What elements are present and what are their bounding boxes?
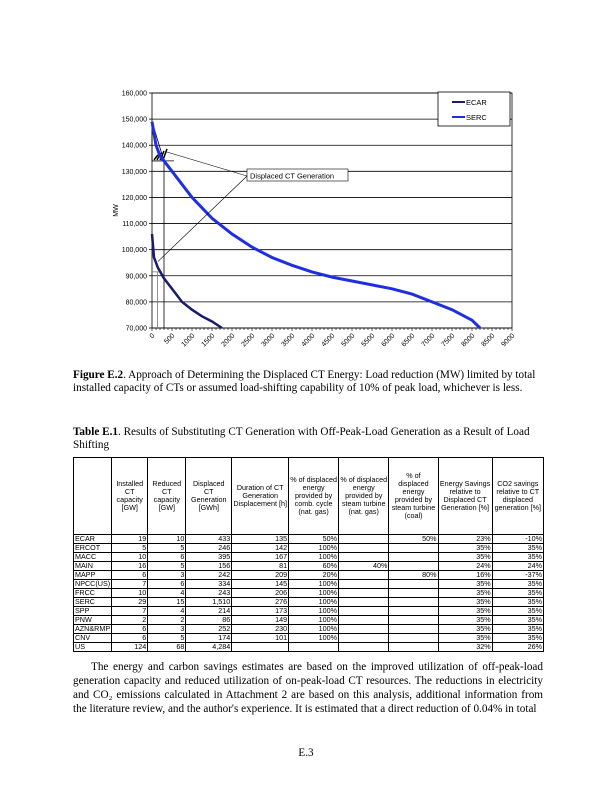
- value-cell: 5: [148, 544, 186, 553]
- value-cell: [339, 643, 389, 652]
- annotation-arrow: [158, 176, 247, 261]
- value-cell: 6: [112, 634, 148, 643]
- value-cell: [339, 589, 389, 598]
- value-cell: 35%: [492, 625, 543, 634]
- x-tick-label: 7000: [420, 332, 437, 349]
- value-cell: [339, 544, 389, 553]
- region-cell: US: [74, 643, 112, 652]
- value-cell: -10%: [492, 535, 543, 544]
- value-cell: 19: [112, 535, 148, 544]
- value-cell: 10: [112, 553, 148, 562]
- value-cell: 35%: [438, 625, 492, 634]
- x-tick-label: 3000: [260, 332, 277, 349]
- value-cell: [339, 580, 389, 589]
- value-cell: 7: [112, 580, 148, 589]
- annotation-arrow: [166, 152, 247, 176]
- value-cell: [389, 634, 438, 643]
- value-cell: 252: [186, 625, 232, 634]
- table-label: Table E.1: [73, 426, 118, 438]
- value-cell: 35%: [438, 544, 492, 553]
- value-cell: [339, 571, 389, 580]
- table-header-row: [74, 458, 544, 535]
- value-cell: 100%: [289, 553, 339, 562]
- table-caption-text: . Results of Substituting CT Generation with Off-Peak-Load Generation as a Result of Load Shifting: [73, 426, 530, 451]
- value-cell: [339, 607, 389, 616]
- value-cell: -37%: [492, 571, 543, 580]
- value-cell: 4: [148, 589, 186, 598]
- value-cell: 124: [112, 643, 148, 652]
- value-cell: 100%: [289, 634, 339, 643]
- value-cell: 6: [112, 625, 148, 634]
- x-tick-label: 3500: [280, 332, 297, 349]
- y-tick-label: 150,000: [121, 116, 147, 124]
- x-tick-label: 6000: [380, 332, 397, 349]
- value-cell: 16%: [438, 571, 492, 580]
- column-header: % of displaced energy provided by steam turbine (nat. gas): [339, 458, 389, 535]
- x-tick-label: 7500: [440, 332, 457, 349]
- region-cell: SPP: [74, 607, 112, 616]
- value-cell: [389, 553, 438, 562]
- value-cell: [232, 643, 289, 652]
- x-tick-label: 1500: [200, 332, 217, 349]
- value-cell: 100%: [289, 625, 339, 634]
- value-cell: 149: [232, 616, 289, 625]
- value-cell: 35%: [492, 598, 543, 607]
- value-cell: 35%: [438, 580, 492, 589]
- value-cell: 10: [148, 535, 186, 544]
- value-cell: [389, 643, 438, 652]
- series-line-ecar: [152, 234, 222, 328]
- value-cell: [389, 598, 438, 607]
- value-cell: 35%: [438, 634, 492, 643]
- load-duration-chart: [0, 80, 612, 360]
- y-tick-label: 100,000: [121, 247, 147, 255]
- value-cell: 26%: [492, 643, 543, 652]
- region-cell: PNW: [74, 616, 112, 625]
- page-number: E.3: [298, 747, 314, 759]
- region-cell: MACC: [74, 553, 112, 562]
- y-tick-label: 120,000: [121, 194, 147, 202]
- x-tick-label: 9000: [500, 332, 517, 349]
- value-cell: 35%: [492, 553, 543, 562]
- value-cell: 206: [232, 589, 289, 598]
- annotation-label: Displaced CT Generation: [250, 171, 335, 181]
- value-cell: 24%: [438, 562, 492, 571]
- value-cell: 35%: [492, 634, 543, 643]
- value-cell: 15: [148, 598, 186, 607]
- value-cell: 50%: [389, 535, 438, 544]
- x-tick-label: 6500: [400, 332, 417, 349]
- value-cell: 5: [148, 562, 186, 571]
- value-cell: 100%: [289, 544, 339, 553]
- value-cell: 35%: [438, 598, 492, 607]
- value-cell: 35%: [438, 589, 492, 598]
- value-cell: 100%: [289, 589, 339, 598]
- value-cell: 100%: [289, 616, 339, 625]
- x-tick-label: 2000: [220, 332, 237, 349]
- value-cell: 68: [148, 643, 186, 652]
- series-line-serc: [152, 122, 480, 328]
- value-cell: 35%: [438, 616, 492, 625]
- value-cell: 10: [112, 589, 148, 598]
- value-cell: [339, 535, 389, 544]
- region-cell: MAPP: [74, 571, 112, 580]
- value-cell: 1,510: [186, 598, 232, 607]
- region-cell: ERCOT: [74, 544, 112, 553]
- value-cell: 3: [148, 625, 186, 634]
- y-tick-label: 90,000: [125, 273, 147, 281]
- figure-caption: [73, 369, 543, 395]
- value-cell: 5: [112, 544, 148, 553]
- value-cell: 100%: [289, 580, 339, 589]
- region-cell: AZN&RMP: [75, 624, 111, 633]
- value-cell: 174: [186, 634, 232, 643]
- value-cell: 35%: [492, 616, 543, 625]
- value-cell: 243: [186, 589, 232, 598]
- value-cell: 20%: [289, 571, 339, 580]
- legend-label: ECAR: [466, 98, 487, 107]
- x-tick-label: 2500: [240, 332, 257, 349]
- value-cell: 35%: [492, 607, 543, 616]
- value-cell: [339, 634, 389, 643]
- value-cell: [389, 544, 438, 553]
- value-cell: 4: [148, 607, 186, 616]
- legend-label: SERC: [466, 113, 487, 122]
- x-tick-label: 500: [163, 332, 177, 346]
- value-cell: 16: [112, 562, 148, 571]
- value-cell: 334: [186, 580, 232, 589]
- value-cell: [389, 580, 438, 589]
- region-cell: CNV: [74, 634, 112, 643]
- y-tick-label: 80,000: [125, 299, 147, 307]
- value-cell: 35%: [438, 607, 492, 616]
- value-cell: 4,284: [186, 643, 232, 652]
- value-cell: 7: [112, 607, 148, 616]
- value-cell: 246: [186, 544, 232, 553]
- value-cell: 29: [112, 598, 148, 607]
- region-cell: SERC: [74, 598, 112, 607]
- value-cell: 60%: [289, 562, 339, 571]
- value-cell: [389, 625, 438, 634]
- results-table: [73, 457, 544, 652]
- y-tick-label: 140,000: [121, 142, 147, 150]
- value-cell: 173: [232, 607, 289, 616]
- region-cell: ECAR: [74, 535, 112, 544]
- value-cell: 156: [186, 562, 232, 571]
- value-cell: 5: [148, 634, 186, 643]
- value-cell: 35%: [438, 553, 492, 562]
- column-header: % of displaced energy provided by comb. cycle (nat. gas): [289, 458, 339, 535]
- value-cell: 35%: [492, 589, 543, 598]
- column-header: [74, 458, 112, 535]
- figure-label: Figure E.2: [73, 369, 124, 381]
- y-tick-label: 130,000: [121, 168, 147, 176]
- column-header: CO2 savings relative to CT displaced generation [%]: [492, 458, 543, 535]
- y-tick-label: 110,000: [122, 221, 147, 229]
- value-cell: 276: [232, 598, 289, 607]
- x-tick-label: 4500: [320, 332, 337, 349]
- column-header: Energy Savings relative to Displaced CT Generation [%]: [438, 458, 492, 535]
- value-cell: 6: [148, 553, 186, 562]
- value-cell: 35%: [492, 544, 543, 553]
- column-header: Displaced CT Generation [GWh]: [186, 458, 232, 535]
- x-tick-label: 0: [148, 332, 157, 341]
- value-cell: 35%: [492, 580, 543, 589]
- y-tick-label: 160,000: [121, 90, 147, 98]
- value-cell: 32%: [438, 643, 492, 652]
- value-cell: 24%: [492, 562, 543, 571]
- value-cell: [339, 616, 389, 625]
- value-cell: [339, 598, 389, 607]
- column-header: Reduced CT capacity [GW]: [148, 458, 186, 535]
- value-cell: 2: [148, 616, 186, 625]
- value-cell: 86: [186, 616, 232, 625]
- value-cell: [389, 616, 438, 625]
- x-tick-label: 4000: [300, 332, 317, 349]
- value-cell: 395: [186, 553, 232, 562]
- figure-caption-text: . Approach of Determining the Displaced CT Energy: Load reduction (MW) limited by total installed capacity of CTs or assumed load-shifting capability of 10% of peak load, whichever is less.: [73, 369, 536, 394]
- region-cell: MAIN: [74, 562, 112, 571]
- value-cell: 433: [186, 535, 232, 544]
- value-cell: 145: [232, 580, 289, 589]
- value-cell: [389, 589, 438, 598]
- column-header: Duration of CT Generation Displacement [h]: [232, 458, 289, 535]
- value-cell: 100%: [289, 607, 339, 616]
- value-cell: 50%: [289, 535, 339, 544]
- y-tick-label: 70,000: [125, 325, 147, 333]
- value-cell: 2: [112, 616, 148, 625]
- value-cell: 81: [232, 562, 289, 571]
- x-tick-label: 8500: [480, 332, 497, 349]
- value-cell: 209: [232, 571, 289, 580]
- x-tick-label: 1000: [180, 332, 197, 349]
- value-cell: 6: [148, 580, 186, 589]
- value-cell: 40%: [339, 562, 389, 571]
- value-cell: 230: [232, 625, 289, 634]
- value-cell: 6: [112, 571, 148, 580]
- column-header: % of displaced energy provided by steam turbine (coal): [389, 458, 438, 535]
- value-cell: [389, 607, 438, 616]
- body-paragraph: The energy and carbon savings estimates are based on the improved utilization of off-peak-load generation capacity and reduced utilization of on-peak-load CT resources. The reductions in electricity and CO₂ emissions calculated in Attachment 2 are based on this analysis, additional information from the literature review, and the author's experience. It is estimated that a direct reduction of 0.04% in total: [73, 661, 543, 715]
- table-row: [74, 643, 544, 652]
- x-tick-label: 8000: [460, 332, 477, 349]
- column-header: Installed CT capacity [GW]: [112, 458, 148, 535]
- value-cell: 135: [232, 535, 289, 544]
- value-cell: [289, 643, 339, 652]
- value-cell: 242: [186, 571, 232, 580]
- value-cell: 101: [232, 634, 289, 643]
- value-cell: 214: [186, 607, 232, 616]
- value-cell: 167: [232, 553, 289, 562]
- value-cell: 3: [148, 571, 186, 580]
- value-cell: 80%: [389, 571, 438, 580]
- x-tick-label: 5000: [340, 332, 357, 349]
- region-cell: NPCC(US): [75, 579, 111, 588]
- value-cell: 100%: [289, 598, 339, 607]
- table-caption: [73, 426, 543, 452]
- x-tick-label: 5500: [360, 332, 377, 349]
- region-cell: FRCC: [74, 589, 112, 598]
- value-cell: [339, 625, 389, 634]
- y-axis-label: MW: [113, 204, 120, 217]
- value-cell: 142: [232, 544, 289, 553]
- value-cell: 23%: [438, 535, 492, 544]
